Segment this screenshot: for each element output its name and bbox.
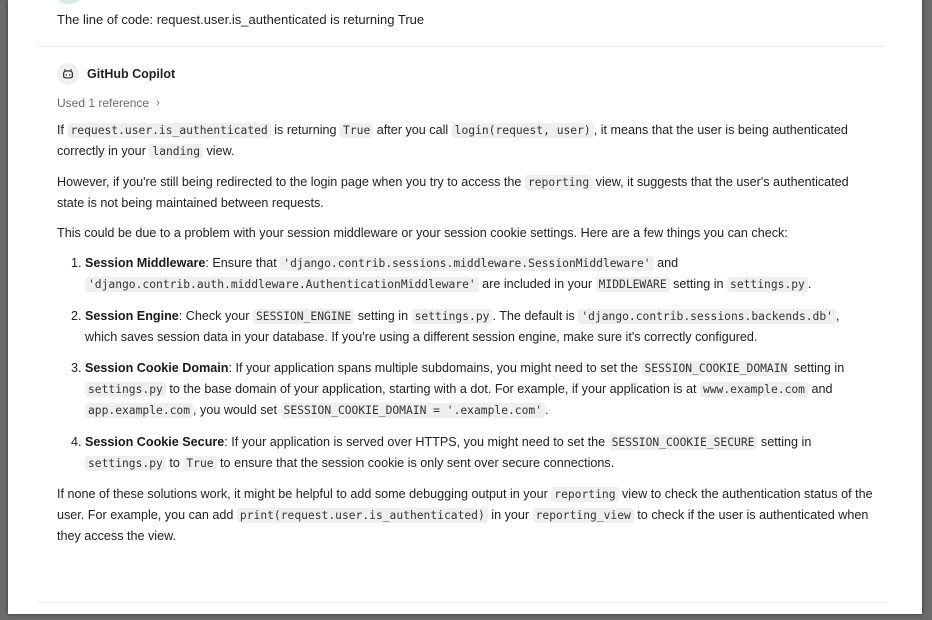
text: after you call bbox=[373, 123, 452, 137]
checklist bbox=[57, 253, 875, 474]
text: is returning bbox=[270, 123, 341, 137]
list-item-session-middleware bbox=[85, 253, 875, 295]
inline-code: MIDDLEWARE bbox=[596, 277, 670, 292]
text: and bbox=[653, 256, 679, 270]
user-message: The line of code: request.user.is_authenticated is returning True bbox=[57, 12, 425, 27]
inline-code: 'django.contrib.sessions.backends.db' bbox=[578, 309, 836, 324]
text: If none of these solutions work, it might be helpful to add some debugging output in your bbox=[57, 487, 552, 501]
text: : Check your bbox=[178, 309, 253, 323]
text: are included in your bbox=[478, 277, 596, 291]
list-item-session-cookie-secure bbox=[85, 432, 875, 474]
item-title: Session Middleware bbox=[85, 256, 206, 270]
list-item-session-engine bbox=[85, 306, 875, 347]
text: , it means that the user is being authenticated correctly in your bbox=[57, 123, 848, 158]
inline-code: SESSION_COOKIE_DOMAIN bbox=[642, 361, 791, 376]
bottom-divider bbox=[38, 602, 886, 603]
item-title: Session Cookie Domain bbox=[85, 361, 229, 375]
text: If bbox=[57, 123, 68, 137]
text: setting in bbox=[669, 277, 728, 291]
copilot-header bbox=[57, 63, 175, 85]
response-paragraph-1 bbox=[57, 120, 875, 162]
inline-code: landing bbox=[149, 144, 203, 159]
text: to the base domain of your application, starting with a dot. For example, if your application is at bbox=[165, 382, 700, 396]
references-label: Used 1 reference bbox=[57, 96, 150, 110]
text: and bbox=[807, 382, 833, 396]
inline-code: reporting_view bbox=[533, 508, 634, 523]
text: view, it suggests that the user's authenticated state is not being maintained between requests. bbox=[57, 175, 849, 210]
list-item-session-cookie-domain bbox=[85, 358, 875, 421]
text: . bbox=[807, 277, 812, 291]
response-paragraph-3: This could be due to a problem with your session middleware or your session cookie settings. Here are a few things you can check: bbox=[57, 226, 788, 240]
inline-code: SESSION_ENGINE bbox=[253, 309, 354, 324]
inline-code: settings.py bbox=[412, 309, 493, 324]
inline-code: www.example.com bbox=[700, 382, 808, 397]
copilot-icon bbox=[57, 63, 79, 85]
text: : Ensure that bbox=[205, 256, 281, 270]
copilot-response bbox=[57, 120, 875, 556]
text: setting in bbox=[354, 309, 412, 323]
inline-code: SESSION_COOKIE_DOMAIN = '.example.com' bbox=[281, 403, 545, 418]
item-title: Session Engine bbox=[85, 309, 179, 323]
text: . bbox=[545, 403, 549, 417]
inline-code: request.user.is_authenticated bbox=[68, 123, 271, 138]
inline-code: True bbox=[340, 123, 373, 138]
text: to check if the user is authenticated when they access the view. bbox=[57, 508, 869, 543]
chevron-right-icon: › bbox=[156, 97, 160, 109]
text: to bbox=[165, 456, 184, 470]
text: to ensure that the session cookie is only sent over secure connections. bbox=[216, 456, 615, 470]
item-title: Session Cookie Secure bbox=[85, 435, 225, 449]
response-paragraph-4 bbox=[57, 484, 875, 546]
text: view to check the authentication status of the user. For example, you can add bbox=[57, 487, 873, 522]
text: : If your application is served over HTTPS, you might need to set the bbox=[224, 435, 609, 449]
inline-code: 'django.contrib.sessions.middleware.SessionMiddleware' bbox=[280, 256, 653, 271]
inline-code: settings.py bbox=[727, 277, 808, 292]
text: However, if you're still being redirected to the login page when you try to access the bbox=[57, 175, 525, 189]
inline-code: print(request.user.is_authenticated) bbox=[237, 508, 488, 523]
inline-code: True bbox=[183, 456, 216, 471]
text: , which saves session data in your database. If you're using a different session engine, make sure it's correctly configured. bbox=[85, 309, 840, 344]
response-paragraph-2 bbox=[57, 172, 875, 213]
chat-panel bbox=[8, 0, 922, 614]
inline-code: SESSION_COOKIE_SECURE bbox=[609, 435, 758, 450]
copilot-name: GitHub Copilot bbox=[87, 67, 176, 81]
text: , you would set bbox=[193, 403, 281, 417]
text: in your bbox=[487, 508, 533, 522]
text: setting in bbox=[790, 361, 845, 375]
inline-code: app.example.com bbox=[85, 403, 193, 418]
inline-code: settings.py bbox=[85, 382, 166, 397]
text: . The default is bbox=[492, 309, 579, 323]
inline-code: 'django.contrib.auth.middleware.AuthenticationMiddleware' bbox=[85, 277, 479, 292]
inline-code: reporting bbox=[525, 175, 592, 190]
inline-code: reporting bbox=[551, 487, 618, 502]
text: view. bbox=[203, 144, 235, 158]
text: setting in bbox=[757, 435, 812, 449]
inline-code: settings.py bbox=[85, 456, 166, 471]
message-divider bbox=[38, 46, 886, 47]
inline-code: login(request, user) bbox=[452, 123, 594, 138]
user-avatar bbox=[56, 0, 82, 4]
used-references-toggle[interactable] bbox=[57, 96, 160, 110]
text: : If your application spans multiple subdomains, you might need to set the bbox=[228, 361, 642, 375]
